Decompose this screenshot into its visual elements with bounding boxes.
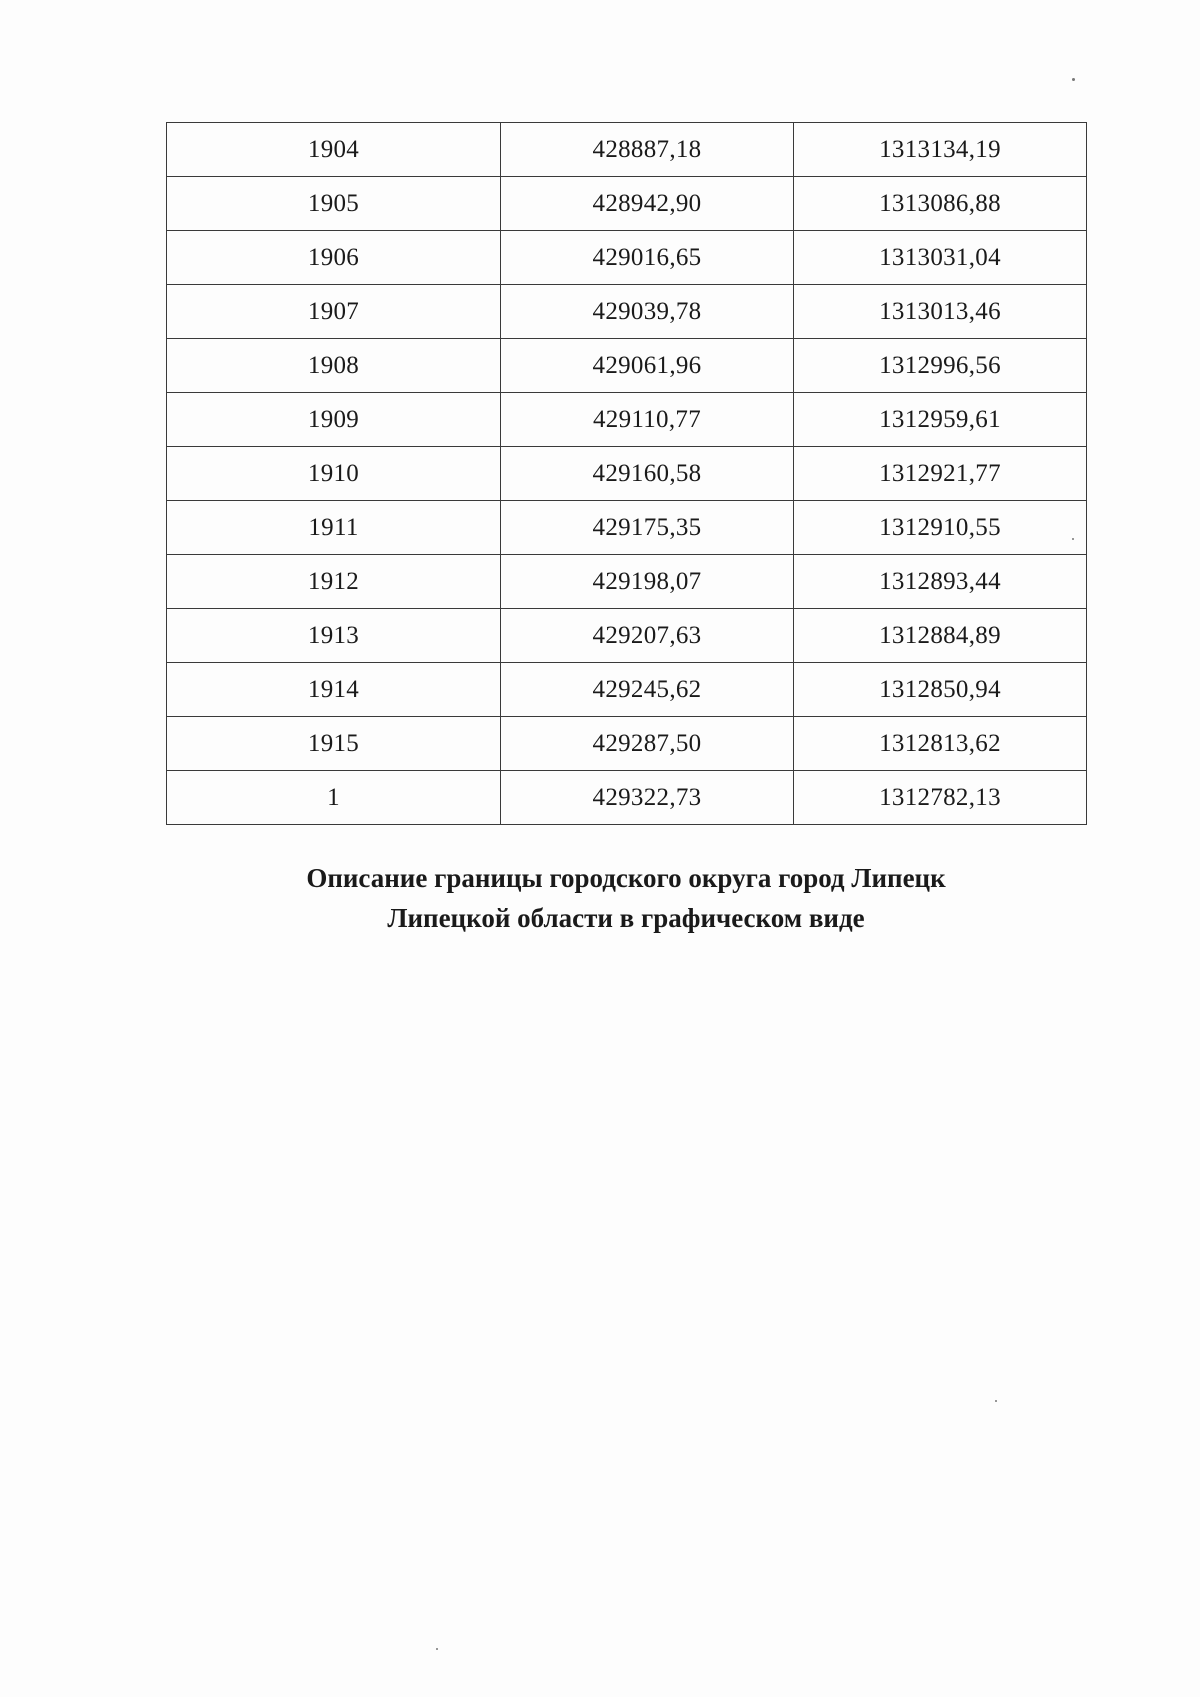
- x-coordinate-cell: 429287,50: [501, 717, 794, 771]
- point-number-cell: 1913: [167, 609, 501, 663]
- coordinates-table-body: [167, 123, 1087, 825]
- x-coordinate-cell: 429245,62: [501, 663, 794, 717]
- x-coordinate-cell: 429016,65: [501, 231, 794, 285]
- point-number-cell: 1911: [167, 501, 501, 555]
- table-row: [167, 231, 1087, 285]
- point-number-cell: 1908: [167, 339, 501, 393]
- y-coordinate-cell: 1312850,94: [794, 663, 1087, 717]
- table-row: [167, 501, 1087, 555]
- x-coordinate-cell: 429175,35: [501, 501, 794, 555]
- x-coordinate-cell: 428887,18: [501, 123, 794, 177]
- table-row: [167, 771, 1087, 825]
- scan-speck: [1072, 538, 1074, 540]
- table-row: [167, 339, 1087, 393]
- coordinates-table: [166, 122, 1087, 825]
- table-row: [167, 717, 1087, 771]
- y-coordinate-cell: 1312884,89: [794, 609, 1087, 663]
- point-number-cell: 1904: [167, 123, 501, 177]
- point-number-cell: 1: [167, 771, 501, 825]
- point-number-cell: 1909: [167, 393, 501, 447]
- point-number-cell: 1906: [167, 231, 501, 285]
- x-coordinate-cell: 429110,77: [501, 393, 794, 447]
- point-number-cell: 1915: [167, 717, 501, 771]
- x-coordinate-cell: 429322,73: [501, 771, 794, 825]
- y-coordinate-cell: 1312910,55: [794, 501, 1087, 555]
- x-coordinate-cell: 429207,63: [501, 609, 794, 663]
- section-caption: [166, 858, 1086, 938]
- point-number-cell: 1905: [167, 177, 501, 231]
- y-coordinate-cell: 1313013,46: [794, 285, 1087, 339]
- y-coordinate-cell: 1312996,56: [794, 339, 1087, 393]
- point-number-cell: 1912: [167, 555, 501, 609]
- table-row: [167, 393, 1087, 447]
- x-coordinate-cell: 428942,90: [501, 177, 794, 231]
- scan-speck: [995, 1400, 997, 1402]
- table-row: [167, 555, 1087, 609]
- caption-line-1: Описание границы городского округа город Липецк: [306, 863, 946, 893]
- x-coordinate-cell: 429160,58: [501, 447, 794, 501]
- x-coordinate-cell: 429198,07: [501, 555, 794, 609]
- table-row: [167, 609, 1087, 663]
- table-row: [167, 177, 1087, 231]
- y-coordinate-cell: 1312782,13: [794, 771, 1087, 825]
- table-row: [167, 123, 1087, 177]
- y-coordinate-cell: 1313031,04: [794, 231, 1087, 285]
- y-coordinate-cell: 1313134,19: [794, 123, 1087, 177]
- point-number-cell: 1907: [167, 285, 501, 339]
- table-row: [167, 285, 1087, 339]
- y-coordinate-cell: 1313086,88: [794, 177, 1087, 231]
- y-coordinate-cell: 1312893,44: [794, 555, 1087, 609]
- table-row: [167, 663, 1087, 717]
- x-coordinate-cell: 429039,78: [501, 285, 794, 339]
- caption-line-2: Липецкой области в графическом виде: [387, 903, 865, 933]
- x-coordinate-cell: 429061,96: [501, 339, 794, 393]
- scan-speck: [436, 1648, 438, 1650]
- y-coordinate-cell: 1312959,61: [794, 393, 1087, 447]
- y-coordinate-cell: 1312813,62: [794, 717, 1087, 771]
- table-row: [167, 447, 1087, 501]
- point-number-cell: 1914: [167, 663, 501, 717]
- point-number-cell: 1910: [167, 447, 501, 501]
- scan-speck: [1072, 78, 1075, 81]
- y-coordinate-cell: 1312921,77: [794, 447, 1087, 501]
